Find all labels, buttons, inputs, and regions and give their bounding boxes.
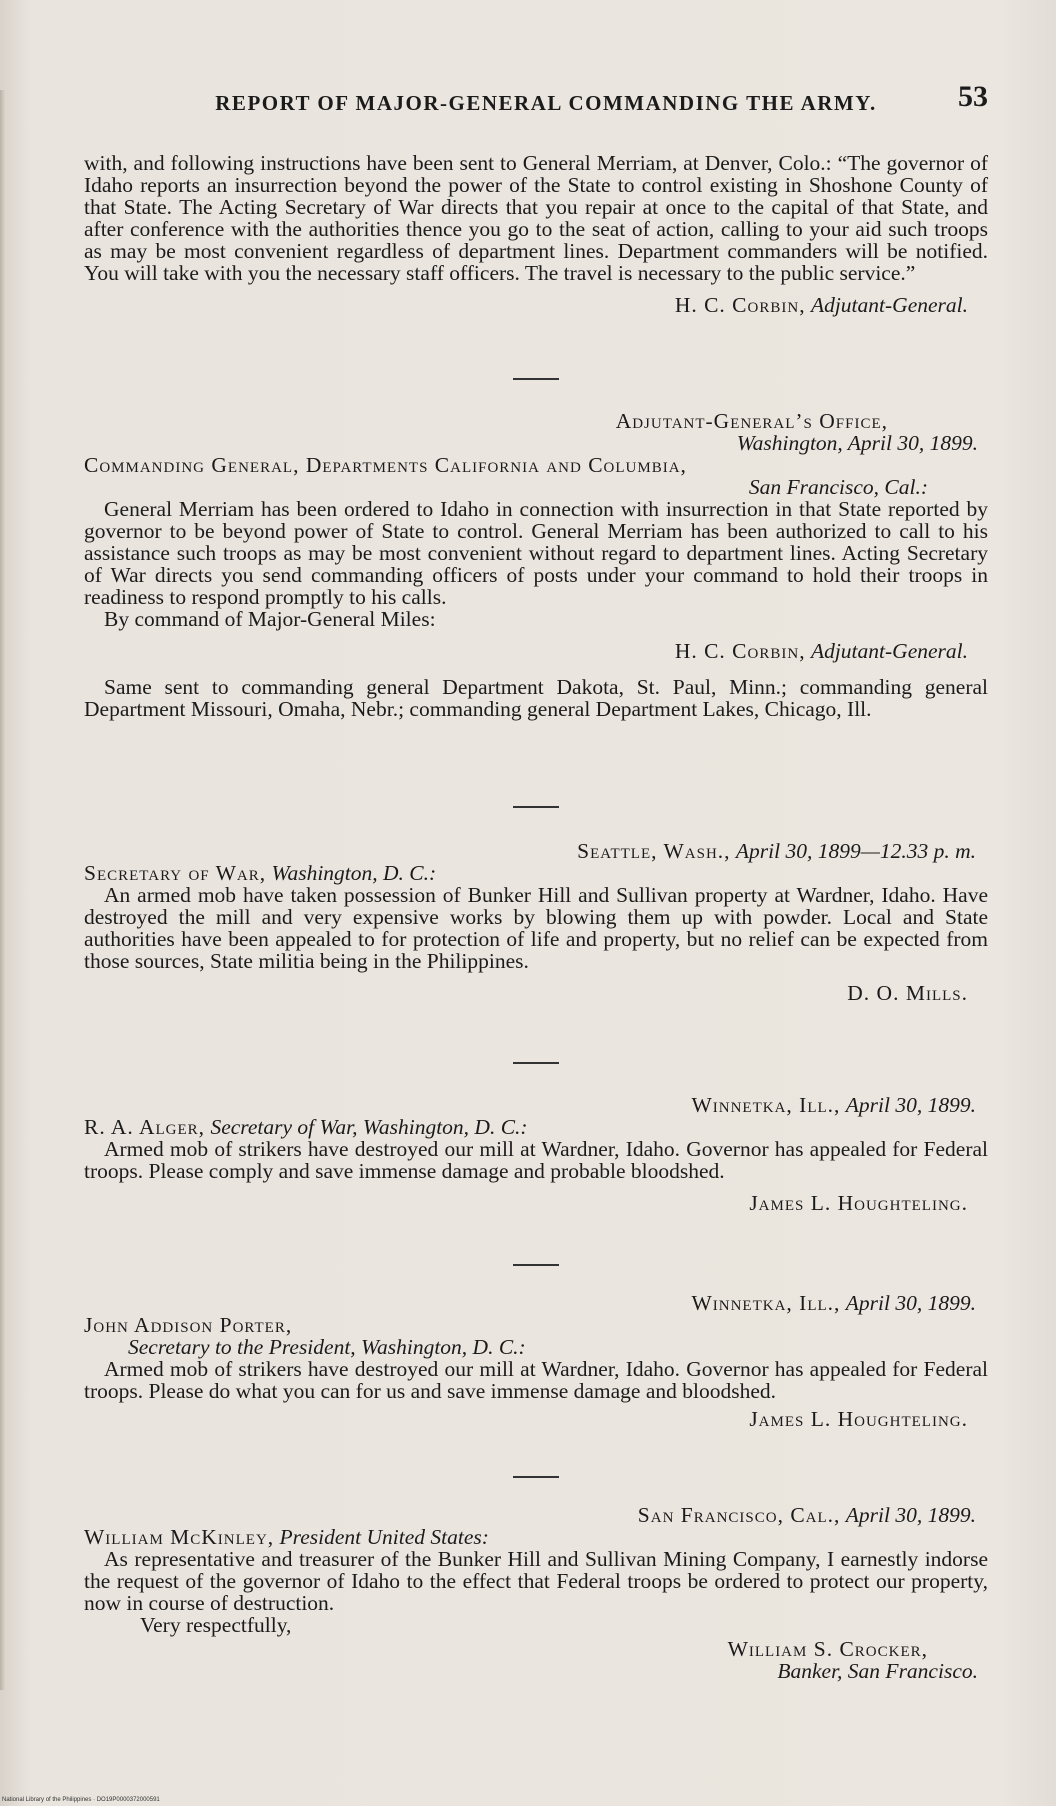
signature: H. C. Corbin, Adjutant-General. [674, 639, 968, 663]
section-merriam-instructions [84, 152, 988, 316]
dateline: Seattle, Wash., April 30, 1899—12.33 p. m. [577, 839, 976, 863]
signature: James L. Houghteling. [749, 1407, 968, 1431]
distribution-note: Same sent to commanding general Department Dakota, St. Paul, Minn.; commanding general Department Missouri, Omaha, Nebr.; commanding general Department Lakes, Chicago, Ill. [84, 675, 988, 721]
addressee: Commanding General, Departments California and Columbia, [84, 453, 687, 477]
page-number: 53 [958, 80, 988, 113]
dateline-place: Washington, April 30, 1899. [736, 431, 978, 455]
section-divider [84, 1476, 988, 1478]
signature-name: H. C. Corbin, [674, 293, 806, 317]
paragraph: An armed mob have taken possession of Bunker Hill and Sullivan property at Wardner, Idaho. Have destroyed the mill and very expensive works by blowing them up with powder. Local and State authorities have been appealed to for protection of life and property, but no relief can be expected from those sources, State militia being in the Philippines. [84, 883, 988, 973]
section-adjutant-office [84, 410, 988, 720]
section-winnetka-telegram-2 [84, 1292, 988, 1430]
command-line: By command of Major-General Miles: [104, 607, 436, 631]
paragraph: Armed mob of strikers have destroyed our mill at Wardner, Idaho. Governor has appealed for Federal troops. Please comply and save immense damage and probable bloodshed. [84, 1137, 988, 1183]
closing: Very respectfully, [140, 1613, 292, 1637]
addressee: William McKinley, President United States: [84, 1525, 489, 1549]
section-san-francisco-letter [84, 1504, 988, 1682]
paragraph: General Merriam has been ordered to Idaho in connection with insurrection in that State reported by governor to be beyond power of State to control. General Merriam has been authorized to call to his assistance such troops as may be most convenient without regard to department lines. Acting Secretary of War directs you send commanding officers of posts under your command to hold their troops in readiness to respond promptly to his calls. [84, 497, 988, 609]
addressee: John Addison Porter, [84, 1313, 293, 1337]
signature-title: Adjutant-General. [810, 293, 968, 317]
signature [84, 294, 988, 316]
dateline: San Francisco, Cal., April 30, 1899. [637, 1503, 976, 1527]
scan-footer: National Library of the Philippines · DO19P0000372000591 [2, 1797, 160, 1803]
page-content [84, 70, 988, 1683]
paragraph: Armed mob of strikers have destroyed our mill at Wardner, Idaho. Governor has appealed for Federal troops. Please do what you can for us and save immense damage and bloodshed. [84, 1357, 988, 1403]
running-title: REPORT OF MAJOR-GENERAL COMMANDING THE ARMY. [215, 91, 877, 115]
signature-name: William S. Crocker, [727, 1637, 928, 1661]
section-divider [84, 1264, 988, 1266]
addressee: R. A. Alger, Secretary of War, Washington, D. C.: [84, 1115, 528, 1139]
signature: D. O. Mills. [847, 981, 968, 1005]
running-header [84, 70, 988, 115]
signature-title: Banker, San Francisco. [777, 1659, 978, 1683]
addressee-place: San Francisco, Cal.: [748, 475, 928, 499]
dateline: Adjutant-General’s Office, [615, 409, 888, 433]
section-seattle-telegram [84, 840, 988, 1004]
addressee: Secretary of War, Washington, D. C.: [84, 861, 437, 885]
dateline: Winnetka, Ill., April 30, 1899. [691, 1291, 976, 1315]
paragraph: with, and following instructions have been sent to General Merriam, at Denver, Colo.: “The governor of Idaho reports an insurrection beyond the power of the State to control existing in Shoshone County of that State. The Acting Secretary of War directs that you repair at once to the capital of that State, and after conference with the authorities thence you go to the seat of action, calling to your aid such troops as may be most convenient regardless of department lines. Department commanders will be notified. You will take with you the necessary staff officers. The travel is necessary to the public service.” [84, 151, 988, 285]
addressee-title: Secretary to the President, Washington, D. C.: [128, 1335, 526, 1359]
page-binding-edge [0, 90, 6, 1690]
section-winnetka-telegram-1 [84, 1094, 988, 1214]
section-divider [84, 806, 988, 808]
section-divider [84, 378, 988, 380]
section-divider [84, 1062, 988, 1064]
dateline: Winnetka, Ill., April 30, 1899. [691, 1093, 976, 1117]
paragraph: As representative and treasurer of the Bunker Hill and Sullivan Mining Company, I earnestly indorse the request of the governor of Idaho to the effect that Federal troops be ordered to protect our property, now in course of destruction. [84, 1547, 988, 1615]
signature: James L. Houghteling. [749, 1191, 968, 1215]
